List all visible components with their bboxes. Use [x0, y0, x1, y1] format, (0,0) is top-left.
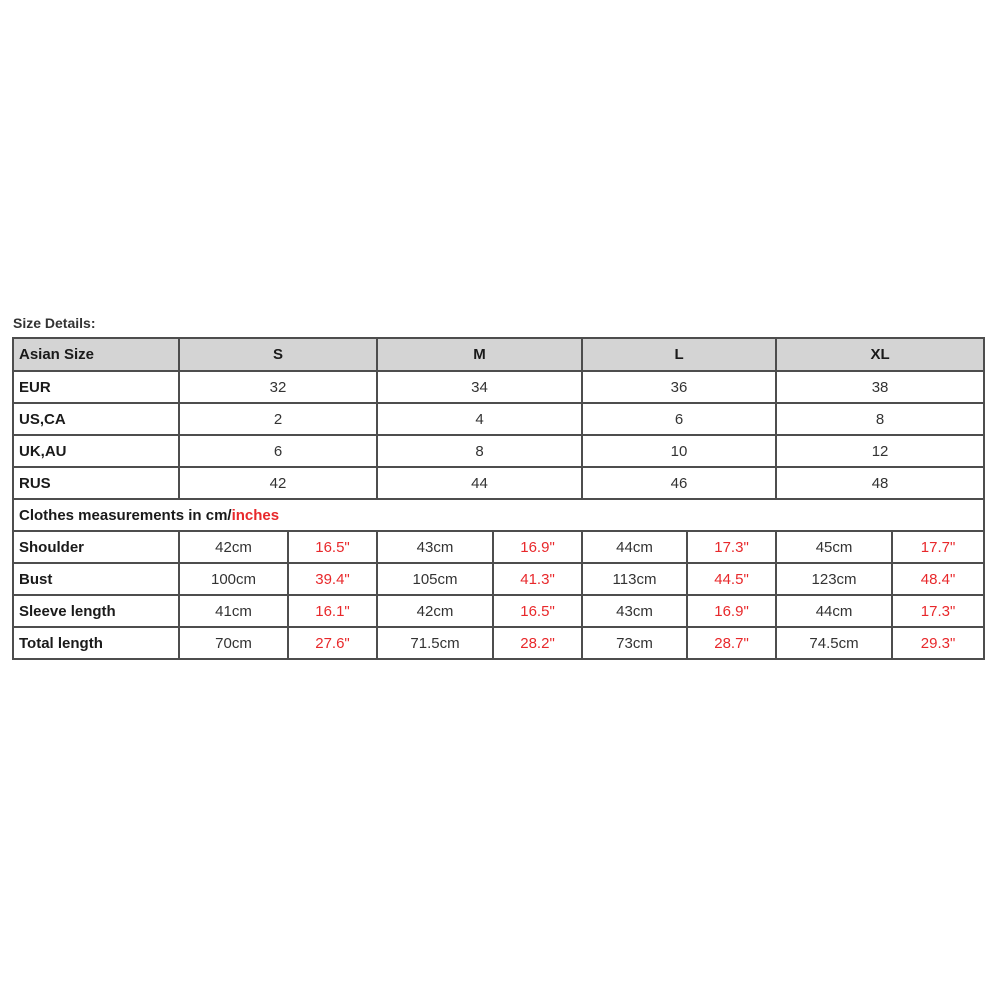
table-cell: 46: [582, 467, 776, 499]
table-row-total-length: [13, 627, 984, 659]
header-size-m: M: [377, 338, 582, 371]
measurements-section-label: [13, 499, 984, 531]
inch-cell: 16.5": [288, 531, 377, 563]
table-cell: 44: [377, 467, 582, 499]
table-cell: 42: [179, 467, 377, 499]
inch-cell: 16.1": [288, 595, 377, 627]
row-label: RUS: [13, 467, 179, 499]
table-cell: 2: [179, 403, 377, 435]
table-cell: 10: [582, 435, 776, 467]
cm-cell: 44cm: [582, 531, 687, 563]
header-size-l: L: [582, 338, 776, 371]
table-cell: 36: [582, 371, 776, 403]
table-cell: 48: [776, 467, 984, 499]
inch-cell: 44.5": [687, 563, 776, 595]
cm-cell: 41cm: [179, 595, 288, 627]
table-cell: 8: [776, 403, 984, 435]
inch-cell: 17.3": [687, 531, 776, 563]
table-cell: 6: [582, 403, 776, 435]
table-row-us-ca: [13, 403, 984, 435]
cm-cell: 105cm: [377, 563, 493, 595]
inch-cell: 16.5": [493, 595, 582, 627]
cm-cell: 70cm: [179, 627, 288, 659]
table-cell: 34: [377, 371, 582, 403]
inch-cell: 28.7": [687, 627, 776, 659]
section-text: Clothes measurements in cm/: [19, 506, 232, 524]
size-chart-table: [12, 337, 985, 660]
table-cell: 12: [776, 435, 984, 467]
cm-cell: 113cm: [582, 563, 687, 595]
header-label-asian-size: Asian Size: [13, 338, 179, 371]
inch-cell: 17.3": [892, 595, 984, 627]
cm-cell: 100cm: [179, 563, 288, 595]
cm-cell: 42cm: [179, 531, 288, 563]
table-row-rus: [13, 467, 984, 499]
cm-cell: 71.5cm: [377, 627, 493, 659]
row-label: Shoulder: [13, 531, 179, 563]
inch-cell: 16.9": [687, 595, 776, 627]
size-details-title: Size Details:: [13, 315, 96, 331]
table-row-eur: [13, 371, 984, 403]
table-cell: 32: [179, 371, 377, 403]
cm-cell: 44cm: [776, 595, 892, 627]
cm-cell: 43cm: [582, 595, 687, 627]
table-cell: 8: [377, 435, 582, 467]
inch-cell: 39.4": [288, 563, 377, 595]
inch-cell: 41.3": [493, 563, 582, 595]
table-cell: 38: [776, 371, 984, 403]
cm-cell: 43cm: [377, 531, 493, 563]
table-row-sleeve-length: [13, 595, 984, 627]
cm-cell: 42cm: [377, 595, 493, 627]
inch-cell: 29.3": [892, 627, 984, 659]
cm-cell: 74.5cm: [776, 627, 892, 659]
inch-cell: 16.9": [493, 531, 582, 563]
header-size-xl: XL: [776, 338, 984, 371]
row-label: Sleeve length: [13, 595, 179, 627]
table-row-bust: [13, 563, 984, 595]
inch-cell: 48.4": [892, 563, 984, 595]
row-label: Bust: [13, 563, 179, 595]
header-size-s: S: [179, 338, 377, 371]
row-label: EUR: [13, 371, 179, 403]
table-header-row: [13, 338, 984, 371]
table-row-uk-au: [13, 435, 984, 467]
inch-cell: 28.2": [493, 627, 582, 659]
inch-cell: 27.6": [288, 627, 377, 659]
table-row-shoulder: [13, 531, 984, 563]
table-cell: 4: [377, 403, 582, 435]
cm-cell: 123cm: [776, 563, 892, 595]
row-label: Total length: [13, 627, 179, 659]
cm-cell: 45cm: [776, 531, 892, 563]
row-label: US,CA: [13, 403, 179, 435]
table-cell: 6: [179, 435, 377, 467]
row-label: UK,AU: [13, 435, 179, 467]
section-highlight-inches: inches: [231, 506, 280, 524]
section-row-measurements: [13, 499, 984, 531]
cm-cell: 73cm: [582, 627, 687, 659]
inch-cell: 17.7": [892, 531, 984, 563]
